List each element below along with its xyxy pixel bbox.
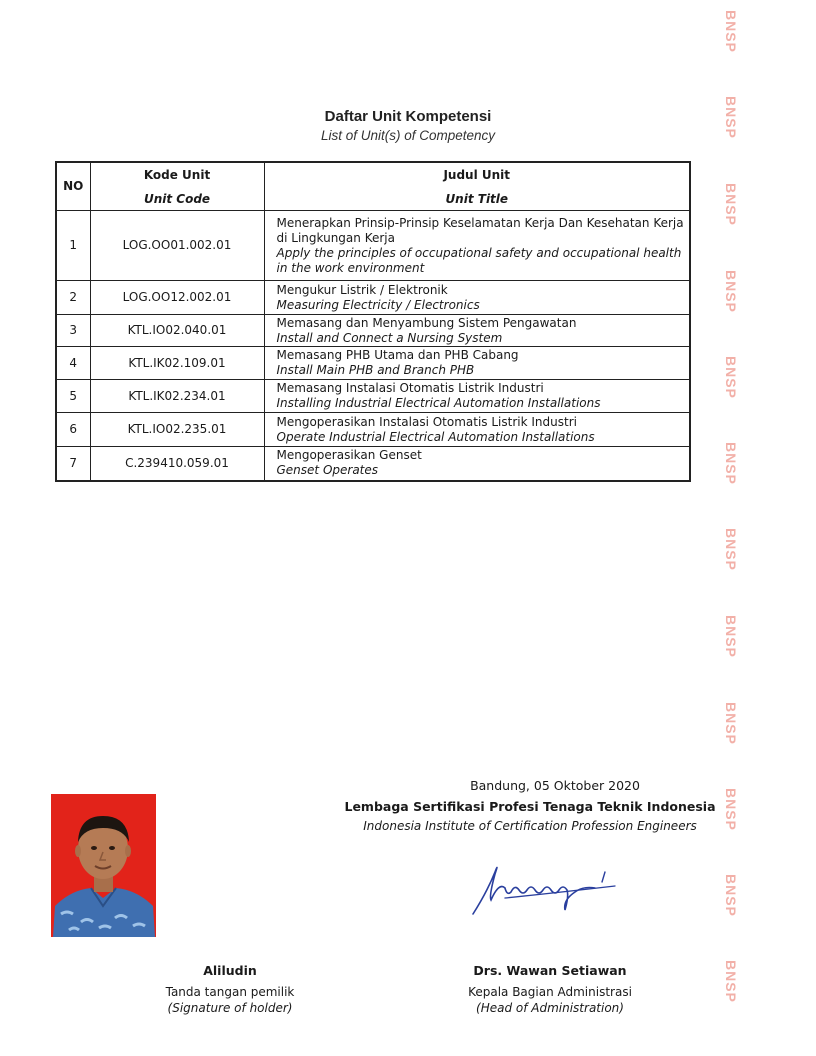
watermark-text: BNSP bbox=[723, 270, 739, 313]
official-role-en: (Head of Administration) bbox=[476, 1001, 624, 1015]
unit-title: Mengoperasikan Genset bbox=[276, 448, 422, 463]
watermark-text: BNSP bbox=[723, 356, 739, 399]
page-title: Daftar Unit Kompetensi bbox=[324, 108, 492, 125]
col-code-header-en: Unit Code bbox=[90, 188, 264, 211]
table-row bbox=[56, 413, 690, 447]
watermark-text: BNSP bbox=[723, 183, 739, 226]
table-row bbox=[56, 281, 690, 315]
unit-code: KTL.IK02.109.01 bbox=[90, 347, 264, 380]
table-header-row bbox=[56, 162, 690, 188]
watermark-text: BNSP bbox=[723, 528, 739, 571]
unit-code: C.239410.059.01 bbox=[90, 447, 264, 481]
official-signature bbox=[465, 852, 625, 922]
issuer-name-en: Indonesia Institute of Certification Profession Engineers bbox=[363, 819, 697, 833]
row-number: 7 bbox=[56, 447, 90, 481]
unit-title-en: Installing Industrial Electrical Automation Installations bbox=[276, 396, 601, 410]
unit-title-cell bbox=[264, 211, 690, 281]
portrait-image bbox=[51, 794, 156, 937]
watermark-text: BNSP bbox=[723, 10, 739, 53]
row-number: 3 bbox=[56, 315, 90, 347]
unit-code: LOG.OO01.002.01 bbox=[90, 211, 264, 281]
unit-code: KTL.IK02.234.01 bbox=[90, 380, 264, 413]
unit-title-en: Apply the principles of occupational safety and occupational health in the work environment bbox=[276, 245, 682, 275]
unit-title-cell bbox=[264, 447, 690, 481]
unit-code: LOG.OO12.002.01 bbox=[90, 281, 264, 315]
unit-title-cell bbox=[264, 413, 690, 447]
unit-title: Memasang PHB Utama dan PHB Cabang bbox=[276, 348, 519, 362]
watermark-text: BNSP bbox=[723, 442, 739, 485]
watermark-text: BNSP bbox=[723, 615, 739, 658]
unit-title: Mengoperasikan Instalasi Otomatis Listrik Industri bbox=[276, 414, 577, 429]
unit-title-cell bbox=[264, 281, 690, 315]
document-heading bbox=[0, 108, 816, 143]
row-number: 6 bbox=[56, 413, 90, 447]
official-name: Drs. Wawan Setiawan bbox=[473, 963, 627, 978]
official-role: Kepala Bagian Administrasi bbox=[468, 985, 632, 999]
unit-title: Menerapkan Prinsip-Prinsip Keselamatan Kerja Dan Kesehatan Kerja di Lingkungan Kerja bbox=[276, 215, 684, 245]
table-row bbox=[56, 211, 690, 281]
watermark-text: BNSP bbox=[723, 788, 739, 831]
watermark-text: BNSP bbox=[723, 960, 739, 1003]
watermark-text: BNSP bbox=[723, 96, 739, 139]
page-subtitle: List of Unit(s) of Competency bbox=[320, 128, 496, 143]
unit-title-en: Genset Operates bbox=[276, 463, 379, 478]
watermark-text: BNSP bbox=[723, 702, 739, 745]
table-row bbox=[56, 347, 690, 380]
row-number: 4 bbox=[56, 347, 90, 380]
unit-title: Memasang Instalasi Otomatis Listrik Industri bbox=[276, 381, 544, 395]
col-title-header: Judul Unit bbox=[264, 162, 690, 188]
holder-photo bbox=[51, 794, 156, 937]
unit-title-en: Operate Industrial Electrical Automation Installations bbox=[276, 429, 595, 444]
unit-title-en: Install and Connect a Nursing System bbox=[276, 330, 503, 345]
table-row bbox=[56, 315, 690, 347]
unit-title-cell bbox=[264, 380, 690, 413]
holder-role: Tanda tangan pemilik bbox=[165, 985, 295, 999]
unit-title-cell bbox=[264, 315, 690, 347]
table-row bbox=[56, 380, 690, 413]
competency-units-table bbox=[55, 161, 691, 482]
table-subheader-row bbox=[56, 188, 690, 211]
holder-role-en: (Signature of holder) bbox=[167, 1001, 293, 1015]
row-number: 5 bbox=[56, 380, 90, 413]
holder-name: Aliludin bbox=[203, 963, 257, 978]
table-row bbox=[56, 447, 690, 481]
row-number: 2 bbox=[56, 281, 90, 315]
issuer-name: Lembaga Sertifikasi Profesi Tenaga Teknik Indonesia bbox=[344, 799, 716, 814]
holder-signature-block bbox=[130, 963, 330, 1015]
unit-code: KTL.IO02.040.01 bbox=[90, 315, 264, 347]
unit-title: Memasang dan Menyambung Sistem Pengawatan bbox=[276, 315, 577, 330]
unit-code: KTL.IO02.235.01 bbox=[90, 413, 264, 447]
col-title-header-en: Unit Title bbox=[264, 188, 690, 211]
place-date: Bandung, 05 Oktober 2020 bbox=[470, 778, 640, 793]
row-number: 1 bbox=[56, 211, 90, 281]
col-code-header: Kode Unit bbox=[90, 162, 264, 188]
unit-title-en: Install Main PHB and Branch PHB bbox=[276, 363, 475, 377]
unit-title: Mengukur Listrik / Elektronik bbox=[276, 282, 448, 297]
official-signature-block bbox=[430, 963, 670, 1015]
unit-title-en: Measuring Electricity / Electronics bbox=[276, 297, 480, 312]
col-no-header: NO bbox=[56, 162, 90, 211]
unit-title-cell bbox=[264, 347, 690, 380]
watermark-text: BNSP bbox=[723, 874, 739, 917]
